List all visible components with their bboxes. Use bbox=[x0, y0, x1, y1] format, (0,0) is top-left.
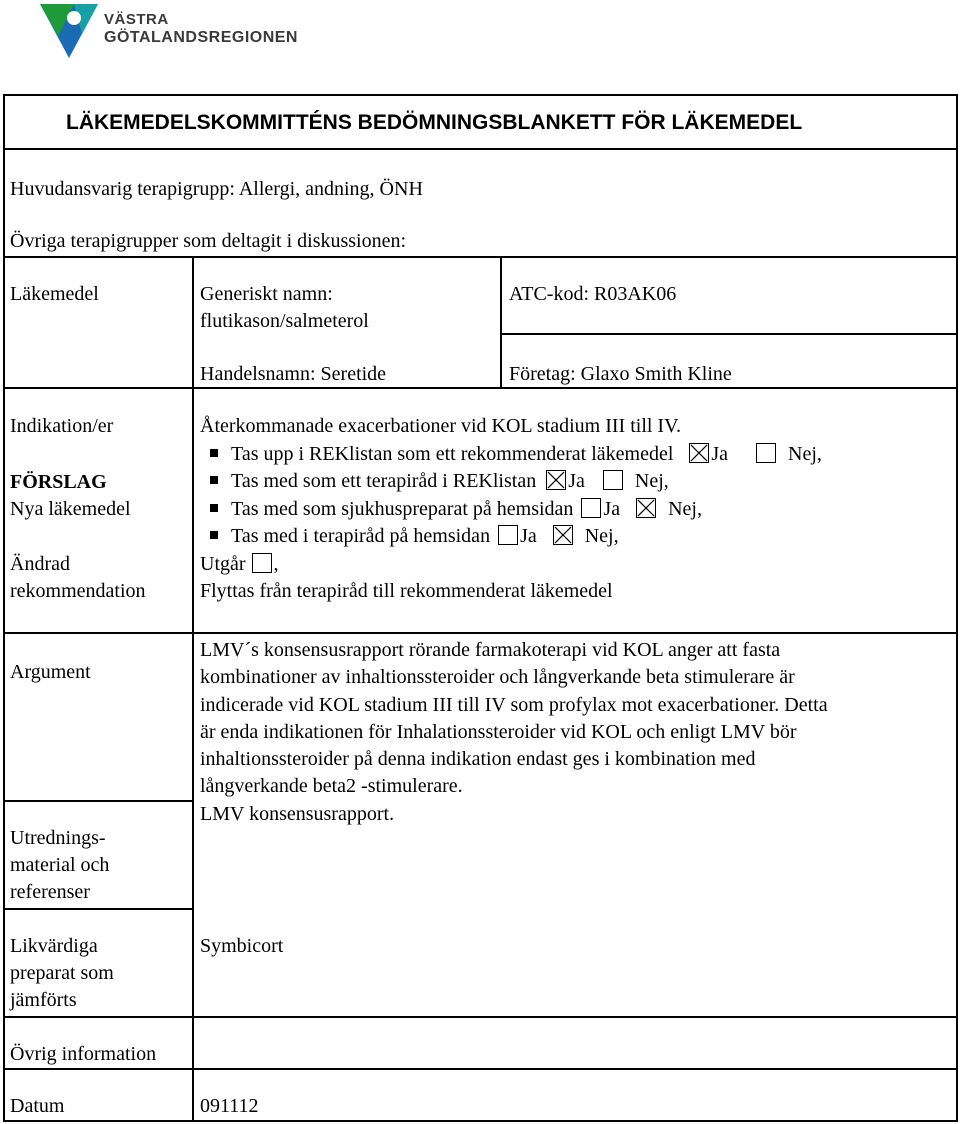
divider bbox=[3, 256, 958, 258]
nya-lakemedel-label: Nya läkemedel bbox=[10, 498, 131, 520]
flyttas-text: Flyttas från terapiråd till rekommenderat läkemedel bbox=[200, 580, 613, 602]
divider bbox=[3, 1016, 958, 1018]
utredning-label-1: Utrednings- bbox=[10, 827, 106, 849]
ja-checkbox[interactable] bbox=[498, 525, 518, 545]
likvardiga-value: Symbicort bbox=[200, 935, 284, 957]
atc-code: ATC-kod: R03AK06 bbox=[509, 283, 677, 305]
argument-label: Argument bbox=[10, 661, 91, 683]
page-title: LÄKEMEDELSKOMMITTÉNS BEDÖMNINGSBLANKETT FÖR LÄKEMEDEL bbox=[66, 111, 803, 134]
checkmark-x-icon bbox=[554, 526, 572, 544]
option-row: Tas med i terapiråd på hemsidan Ja Nej, bbox=[210, 523, 619, 550]
forslag-label: FÖRSLAG bbox=[10, 471, 107, 493]
divider bbox=[3, 800, 193, 802]
divider bbox=[3, 908, 193, 910]
nej-checkbox[interactable] bbox=[603, 470, 623, 490]
lakemedel-label: Läkemedel bbox=[10, 283, 99, 305]
ja-checkbox[interactable] bbox=[689, 443, 709, 463]
divider bbox=[3, 1068, 958, 1070]
logo-mark-icon bbox=[38, 2, 100, 60]
ja-checkbox[interactable] bbox=[581, 498, 601, 518]
table-border-top bbox=[3, 94, 958, 96]
generic-name-label: Generiskt namn: bbox=[200, 283, 333, 305]
likvardiga-label-2: preparat som bbox=[10, 962, 114, 984]
option-row: Tas med som sjukhuspreparat på hemsidan Ja Nej, bbox=[210, 496, 702, 523]
indikation-label: Indikation/er bbox=[10, 415, 114, 437]
bullet-icon bbox=[210, 531, 218, 539]
nej-checkbox[interactable] bbox=[553, 525, 573, 545]
bullet-icon bbox=[210, 504, 218, 512]
option-row: Tas med som ett terapiråd i REKlistan Ja Nej, bbox=[210, 468, 669, 495]
ovriga-terapigrupper: Övriga terapigrupper som deltagit i diskussionen: bbox=[10, 230, 407, 252]
ja-checkbox[interactable] bbox=[546, 470, 566, 490]
logo-line2: GÖTALANDSREGIONEN bbox=[104, 29, 298, 46]
huvudansvarig-terapigrupp: Huvudansvarig terapigrupp: Allergi, andning, ÖNH bbox=[10, 178, 423, 200]
checkmark-x-icon bbox=[690, 444, 708, 462]
utgar-row: Utgår , bbox=[200, 553, 279, 575]
company: Företag: Glaxo Smith Kline bbox=[509, 363, 732, 385]
bullet-icon bbox=[210, 449, 218, 457]
table-border-bottom bbox=[3, 1120, 958, 1122]
divider bbox=[3, 632, 958, 634]
option-row: Tas upp i REKlistan som ett rekommenderat läkemedel Ja Nej, bbox=[210, 441, 822, 468]
rekommendation-label: rekommendation bbox=[10, 580, 146, 602]
nej-checkbox[interactable] bbox=[756, 443, 776, 463]
divider bbox=[3, 387, 958, 389]
divider bbox=[3, 148, 958, 150]
bullet-icon bbox=[210, 476, 218, 484]
trade-name: Handelsnamn: Seretide bbox=[200, 363, 387, 385]
utgar-checkbox[interactable] bbox=[252, 553, 272, 573]
likvardiga-label-1: Likvärdiga bbox=[10, 935, 98, 957]
table-border-left bbox=[3, 94, 5, 1122]
logo-line1: VÄSTRA bbox=[104, 11, 169, 28]
checkmark-x-icon bbox=[637, 499, 655, 517]
divider bbox=[502, 333, 958, 335]
column-divider bbox=[192, 256, 194, 1120]
utredning-label-2: material och bbox=[10, 854, 110, 876]
logo bbox=[38, 2, 328, 60]
column-divider bbox=[500, 256, 502, 387]
datum-value: 091112 bbox=[200, 1095, 259, 1117]
nej-checkbox[interactable] bbox=[636, 498, 656, 518]
ovrig-information-label: Övrig information bbox=[10, 1043, 157, 1065]
checkmark-x-icon bbox=[547, 471, 565, 489]
table-border-right bbox=[956, 94, 958, 1122]
indication-text: Återkommanade exacerbationer vid KOL stadium III till IV. bbox=[200, 415, 681, 437]
likvardiga-label-3: jämförts bbox=[10, 989, 77, 1011]
datum-label: Datum bbox=[10, 1095, 65, 1117]
utredning-label-3: referenser bbox=[10, 881, 90, 903]
argument-text: LMV´s konsensusrapport rörande farmakoterapi vid KOL anger att fasta kombinationer av inhaltionssteroider och långverkande beta stimulerare är indicerade vid KOL stadium III till IV som profylax mot exacerbationer. Detta är enda indikationen för Inhalationssteroider vid KOL och enligt LMV bör inhaltionssteroider på denna indikation endast ges i kombination med långverkande beta2 -stimulerare. LMV konsensusrapport. bbox=[200, 639, 828, 825]
andrad-label: Ändrad bbox=[10, 553, 70, 575]
generic-name-value: flutikason/salmeterol bbox=[200, 310, 369, 332]
